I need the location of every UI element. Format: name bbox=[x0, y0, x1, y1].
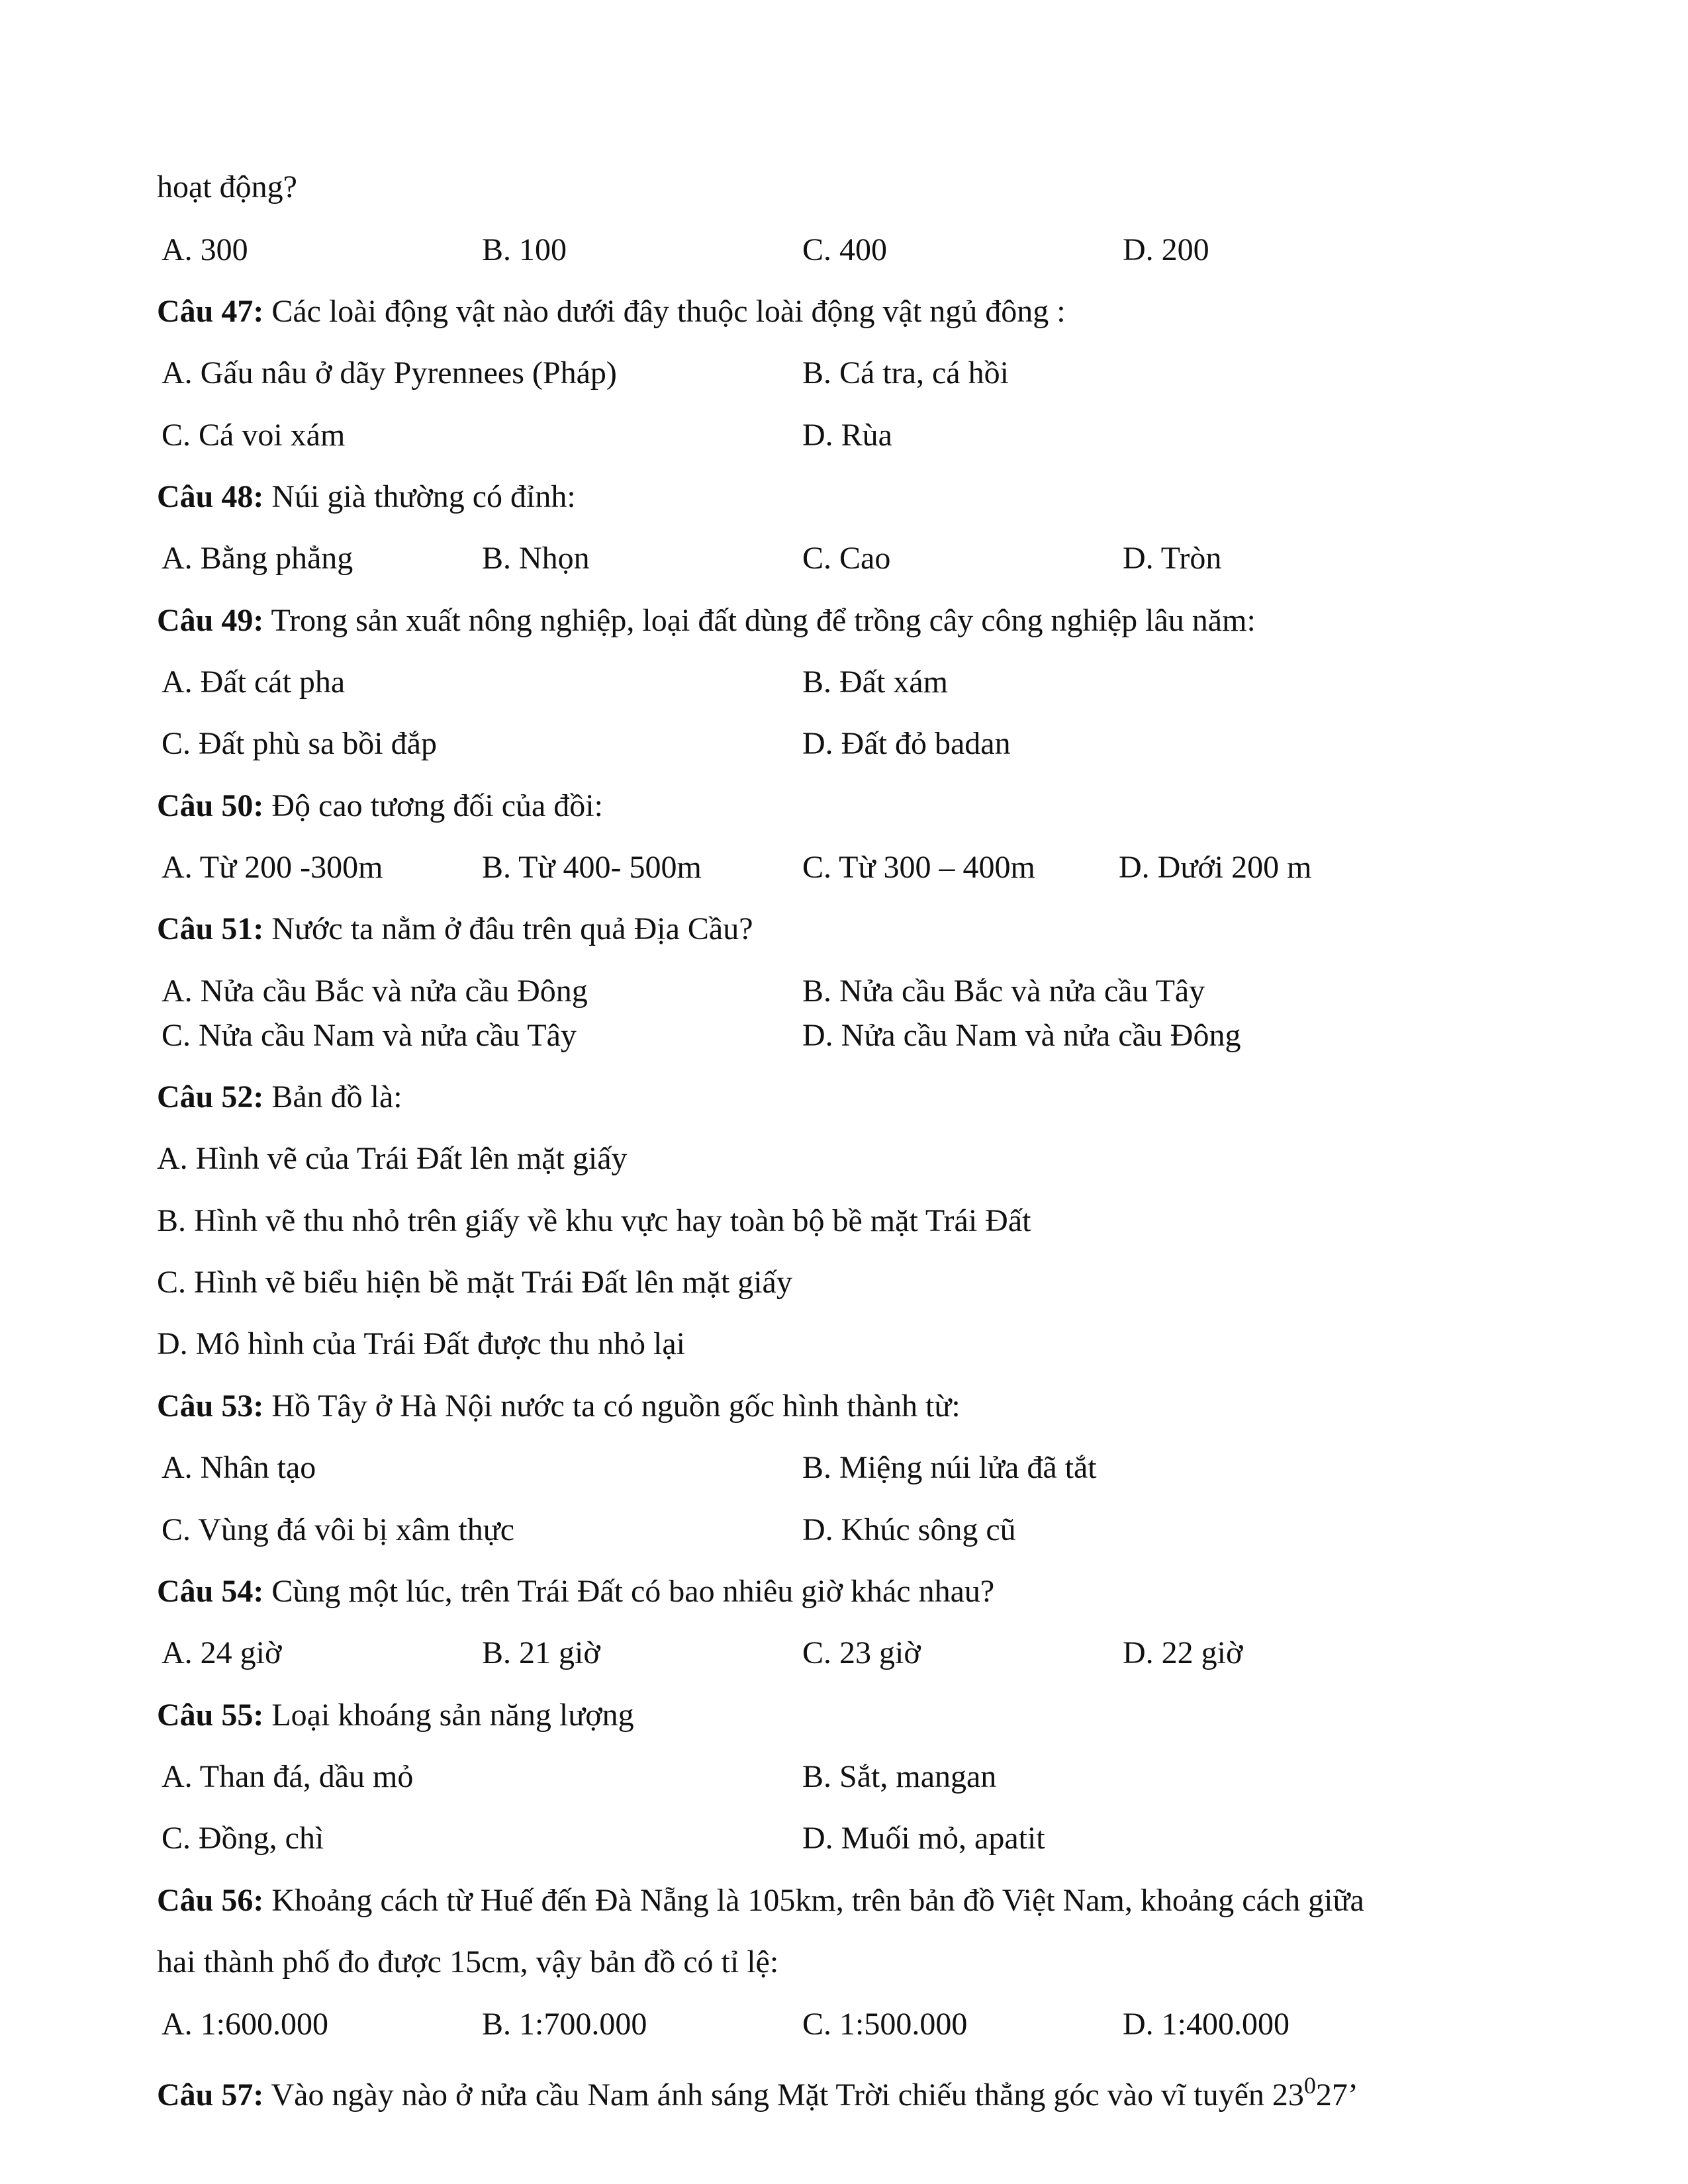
question-label: Câu 50: bbox=[157, 788, 264, 823]
question-label: Câu 51: bbox=[157, 911, 264, 946]
question-51 bbox=[157, 911, 753, 947]
question-text: Vào ngày nào ở nửa cầu Nam ánh sáng Mặt Trời chiếu thẳng góc vào vĩ tuyến 23 bbox=[263, 2077, 1304, 2113]
question-48 bbox=[157, 478, 576, 515]
question-label: Câu 55: bbox=[157, 1698, 264, 1733]
question-text: Nước ta nằm ở đâu trên quả Địa Cầu? bbox=[263, 911, 753, 946]
q51-option-c: C. Nửa cầu Nam và nửa cầu Tây bbox=[162, 1018, 577, 1053]
question-54 bbox=[157, 1573, 994, 1610]
question-text: Loại khoáng sản năng lượng bbox=[263, 1698, 634, 1733]
q55-option-b: B. Sắt, mangan bbox=[802, 1759, 997, 1794]
question-label: Câu 54: bbox=[157, 1574, 264, 1609]
q53-option-d: D. Khúc sông cũ bbox=[802, 1512, 1016, 1547]
q48-option-c: C. Cao bbox=[802, 541, 891, 576]
question-49 bbox=[157, 602, 1256, 639]
question-text: Khoảng cách từ Huế đến Đà Nẵng là 105km, trên bản đồ Việt Nam, khoảng cách giữa bbox=[263, 1883, 1364, 1918]
q54-option-d: D. 22 giờ bbox=[1123, 1635, 1243, 1670]
q49-option-d: D. Đất đỏ badan bbox=[802, 726, 1011, 761]
q51-option-d: D. Nửa cầu Nam và nửa cầu Đông bbox=[802, 1018, 1241, 1053]
question-text: Các loài động vật nào dưới đây thuộc loài động vật ngủ đông : bbox=[263, 294, 1066, 329]
question-label: Câu 47: bbox=[157, 294, 264, 329]
question-text-tail: 27’ bbox=[1315, 2077, 1358, 2113]
q55-option-c: C. Đồng, chì bbox=[162, 1821, 324, 1856]
q56-option-b: B. 1:700.000 bbox=[482, 2007, 647, 2042]
q49-option-a: A. Đất cát pha bbox=[162, 664, 346, 700]
degree-superscript: 0 bbox=[1303, 2072, 1316, 2099]
question-text: Núi già thường có đỉnh: bbox=[263, 479, 576, 514]
q51-option-a: A. Nửa cầu Bắc và nửa cầu Đông bbox=[162, 974, 588, 1009]
q51-option-b: B. Nửa cầu Bắc và nửa cầu Tây bbox=[802, 974, 1205, 1009]
q56-option-a: A. 1:600.000 bbox=[162, 2007, 328, 2042]
q46-option-c: C. 400 bbox=[802, 232, 888, 267]
q54-option-a: A. 24 giờ bbox=[162, 1635, 282, 1670]
q50-option-c: C. Từ 300 – 400m bbox=[802, 850, 1035, 885]
question-label: Câu 56: bbox=[157, 1883, 264, 1918]
q48-option-a: A. Bằng phẳng bbox=[162, 541, 353, 576]
q48-option-b: B. Nhọn bbox=[482, 541, 590, 576]
q52-option-c: C. Hình vẽ biểu hiện bề mặt Trái Đất lên mặt giấy bbox=[157, 1265, 792, 1300]
question-56-continued: hai thành phố đo được 15cm, vậy bản đồ có tỉ lệ: bbox=[157, 1944, 779, 1979]
q47-option-a: A. Gấu nâu ở dãy Pyrennees (Pháp) bbox=[162, 355, 617, 390]
q50-option-b: B. Từ 400- 500m bbox=[482, 850, 702, 885]
question-56 bbox=[157, 1882, 1364, 1919]
q47-option-d: D. Rùa bbox=[802, 418, 892, 453]
q52-option-d: D. Mô hình của Trái Đất được thu nhỏ lại bbox=[157, 1326, 685, 1361]
question-53 bbox=[157, 1388, 961, 1424]
q49-option-b: B. Đất xám bbox=[802, 664, 948, 700]
q55-option-a: A. Than đá, dầu mỏ bbox=[162, 1759, 414, 1794]
question-label: Câu 52: bbox=[157, 1079, 264, 1115]
q47-option-b: B. Cá tra, cá hồi bbox=[802, 355, 1009, 390]
q46-option-a: A. 300 bbox=[162, 232, 248, 267]
q49-option-c: C. Đất phù sa bồi đắp bbox=[162, 726, 437, 761]
q56-option-d: D. 1:400.000 bbox=[1123, 2007, 1289, 2042]
q46-option-d: D. 200 bbox=[1123, 232, 1209, 267]
question-label: Câu 49: bbox=[157, 603, 264, 638]
question-55 bbox=[157, 1697, 634, 1733]
question-47 bbox=[157, 293, 1066, 330]
question-text: Độ cao tương đối của đồi: bbox=[263, 788, 603, 823]
q56-option-c: C. 1:500.000 bbox=[802, 2007, 968, 2042]
q46-option-b: B. 100 bbox=[482, 232, 567, 267]
q54-option-b: B. 21 giờ bbox=[482, 1635, 600, 1670]
q52-option-a: A. Hình vẽ của Trái Đất lên mặt giấy bbox=[157, 1141, 628, 1176]
q47-option-c: C. Cá voi xám bbox=[162, 418, 346, 453]
question-label: Câu 48: bbox=[157, 479, 264, 514]
q50-option-a: A. Từ 200 -300m bbox=[162, 850, 383, 885]
question-text: Hồ Tây ở Hà Nội nước ta có nguồn gốc hình thành từ: bbox=[263, 1388, 961, 1424]
q54-option-c: C. 23 giờ bbox=[802, 1635, 921, 1670]
q53-option-c: C. Vùng đá vôi bị xâm thực bbox=[162, 1512, 515, 1547]
question-label: Câu 53: bbox=[157, 1388, 264, 1424]
q52-option-b: B. Hình vẽ thu nhỏ trên giấy về khu vực hay toàn bộ bề mặt Trái Đất bbox=[157, 1203, 1031, 1238]
q48-option-d: D. Tròn bbox=[1123, 541, 1222, 576]
question-text: Bản đồ là: bbox=[263, 1079, 402, 1115]
q53-option-b: B. Miệng núi lửa đã tắt bbox=[802, 1450, 1097, 1485]
question-50 bbox=[157, 788, 603, 824]
question-label: Câu 57: bbox=[157, 2077, 264, 2113]
intro-line: hoạt động? bbox=[157, 169, 297, 205]
question-text: Cùng một lúc, trên Trái Đất có bao nhiêu giờ khác nhau? bbox=[263, 1574, 995, 1609]
question-52 bbox=[157, 1079, 402, 1115]
q55-option-d: D. Muối mỏ, apatit bbox=[802, 1821, 1045, 1856]
q50-option-d: D. Dưới 200 m bbox=[1119, 850, 1312, 885]
question-text: Trong sản xuất nông nghiệp, loại đất dùng để trồng cây công nghiệp lâu năm: bbox=[263, 603, 1256, 638]
question-57 bbox=[157, 2071, 1358, 2113]
q53-option-a: A. Nhân tạo bbox=[162, 1450, 316, 1485]
